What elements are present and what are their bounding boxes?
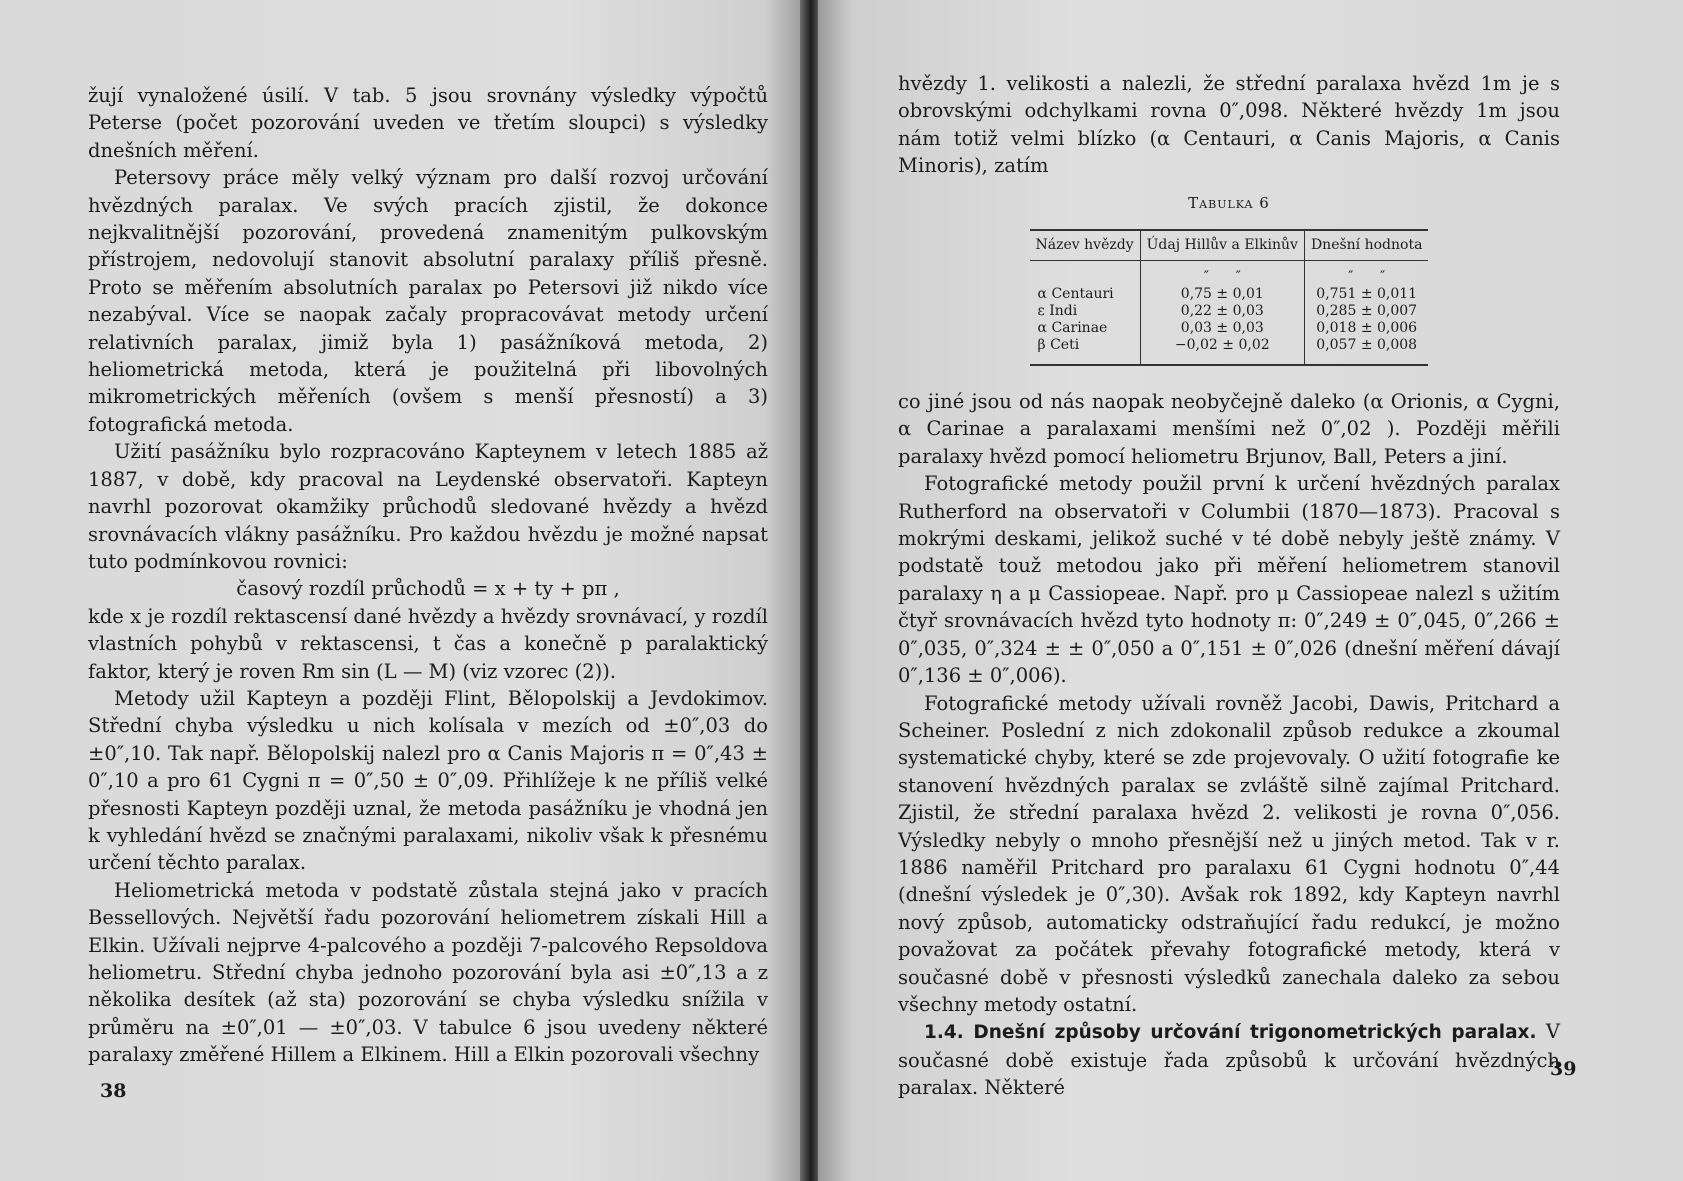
paragraph: kde x je rozdíl rektascensí dané hvězdy a hvězdy srovnávací, y rozdíl vlastních pohybů v rektascensi, t čas a konečně p paralaktický faktor, který je roven Rm sin (L — M) (viz vzorec (2)). xyxy=(88,604,768,683)
table-header-cell: Dnešní hodnota xyxy=(1304,230,1428,261)
table-cell: α Centauri xyxy=(1030,286,1141,303)
formula: časový rozdíl průchodů = x + ty + pπ , xyxy=(236,577,620,601)
section-paragraph xyxy=(898,1018,1560,1101)
table-header-cell: Název hvězdy xyxy=(1030,230,1141,261)
table-row xyxy=(1030,303,1429,320)
section-text: V současné době existuje řada způsobů k určování hvězdných paralax. Některé xyxy=(898,1020,1560,1100)
table-6 xyxy=(1030,229,1429,366)
right-page-text xyxy=(898,70,1560,1102)
paragraph: Užití pasážníku bylo rozpracováno Kapteynem v letech 1885 až 1887, v době, kdy pracoval na Leydenské observatoři. Kapteyn navrhl pozorovat okamžiky průchodů sledované hvězdy a hvězd srovnávacích vlákny pasážníku. Pro každou hvězdu je možné napsat tuto podmínkovou rovnici: xyxy=(88,440,768,573)
paragraph: Fotografické metody užívali rovněž Jacobi, Dawis, Pritchard a Scheiner. Poslední z nich zdokonalil způsob redukce a zkoumal systematické chyby, které se zde projevovaly. O užití fotografie ke stanovení hvězdných paralax se zvláště silně zajímal Pritchard. Zjistil, že střední paralaxa hvězd 2. velikosti je rovna 0″,056. Výsledky nebyly o mnoho přesnější než u jiných metod. Tak v r. 1886 naměřil Pritchard pro paralaxu 61 Cygni hodnotu 0″,44 (dnešní výsledek je 0″,30). Avšak rok 1892, kdy Kapteyn navrhl nový způsob, automaticky odstraňující řadu redukcí, je možno považovat za počátek převahy fotografické metody, která v současné době v přesnosti výsledků zanechala daleko za sebou všechny metody ostatní. xyxy=(898,691,1560,1016)
page-number-right: 39 xyxy=(1550,1058,1577,1080)
section-title: 1.4. Dnešní způsoby určování trigonometrických paralax. xyxy=(924,1022,1537,1044)
table-cell: α Carinae xyxy=(1030,320,1141,337)
left-page xyxy=(0,0,805,1181)
table-header-cell: Údaj Hillův a Elkinův xyxy=(1140,230,1304,261)
page-number-left: 38 xyxy=(100,1080,127,1102)
paragraph: hvězdy 1. velikosti a nalezli, že střední paralaxa hvězd 1m je s obrovskými odchylkami rovna 0″,098. Některé hvězdy 1m jsou nám totiž velmi blízko (α Centauri, α Canis Majoris, α Canis Minoris), zatím xyxy=(898,72,1560,178)
table-row xyxy=(1030,320,1429,337)
table-cell: −0,02 ± 0,02 xyxy=(1140,337,1304,365)
paragraph: žují vynaložené úsilí. V tab. 5 jsou srovnány výsledky výpočtů Peterse (počet pozorování uveden ve třetím sloupci) s výsledky dnešních měření. xyxy=(88,84,768,162)
table-cell: ε Indi xyxy=(1030,303,1141,320)
table-header-row xyxy=(1030,230,1429,261)
table-cell: 0,018 ± 0,006 xyxy=(1316,320,1418,337)
left-page-text xyxy=(88,82,768,1069)
table-cell: ″ ″ xyxy=(1348,269,1386,286)
table-cell: β Ceti xyxy=(1030,337,1141,365)
paragraph: Fotografické metody použil první k určení hvězdných paralax Rutherford na observatoři v Columbii (1870—1873). Pracoval s mokrými deskami, jelikož suché v té době nebyly ještě známy. V podstatě touž metodou jako při měření heliometrem stanovil paralaxy η a μ Cassiopeae. Např. pro μ Cassiopeae nalezl s užitím čtyř srovnávacích hvězd tyto hodnoty π: 0″,249 ± 0″,045, 0″,266 ± 0″,035, 0″,324 ± ± 0″,050 a 0″,151 ± 0″,026 (dnešní měření dávají 0″,136 ± 0″,006). xyxy=(898,472,1560,688)
table-cell xyxy=(1030,261,1141,287)
table-cell: 0,057 ± 0,008 xyxy=(1316,337,1418,354)
right-page xyxy=(818,0,1683,1181)
table-cell: 0,285 ± 0,007 xyxy=(1316,303,1418,320)
paragraph: Petersovy práce měly velký význam pro další rozvoj určování hvězdných paralax. Ve svých pracích zjistil, že dokonce nejkvalitnější pozorování, provedená znamenitým pulkovským přístrojem, nedovolují stanovit absolutní paralaxy příliš přesně. Proto se měřením absolutních paralax po Petersovi již nikdo více nezabýval. Více se naopak začaly propracovávat metody určení relativních paralax, jimiž byla 1) pasážníková metoda, 2) heliometrická metoda, která je použitelná při libovolných mikrometrických měřeních (ovšem s menší přesností) a 3) fotografická metoda. xyxy=(88,166,768,436)
table-caption: Tabulka 6 xyxy=(1188,193,1270,212)
table-row xyxy=(1030,337,1429,365)
table-cell: 0,22 ± 0,03 xyxy=(1140,303,1304,320)
paragraph: co jiné jsou od nás naopak neobyčejně daleko (α Orionis, α Cygni, α Carinae a paralaxami menšími než 0″,02 ). Později měřili paralaxy hvězd pomocí heliometru Brjunov, Ball, Peters a jiní. xyxy=(898,390,1560,468)
table-cell: ″ ″ xyxy=(1140,261,1304,287)
table-cell: 0,75 ± 0,01 xyxy=(1140,286,1304,303)
table-row xyxy=(1030,286,1429,303)
paragraph: Heliometrická metoda v podstatě zůstala stejná jako v pracích Bessellových. Největší řadu pozorování heliometrem získali Hill a Elkin. Užívali nejprve 4-palcového a později 7-palcového Repsoldova heliometru. Střední chyba jednoho pozorování byla asi ±0″,13 a z několika desítek (až sta) pozorování se chyba výsledku snížila v průměru na ±0″,01 — ±0″,03. V tabulce 6 jsou uvedeny některé paralaxy změřené Hillem a Elkinem. Hill a Elkin pozorovali všechny xyxy=(88,878,768,1067)
table-units-row xyxy=(1030,261,1429,287)
table-cell: 0,751 ± 0,011 xyxy=(1316,286,1418,303)
paragraph: Metody užil Kapteyn a později Flint, Bělopolskij a Jevdokimov. Střední chyba výsledku u nich kolísala v mezích od ±0″,03 do ±0″,10. Tak např. Bělopolskij nalezl pro α Canis Majoris π = 0″,43 ± 0″,10 a pro 61 Cygni π = 0″,50 ± 0″,09. Přihlížeje k ne příliš velké přesnosti Kapteyn později uznal, že metoda pasážníku je vhodná jen k vyhledání hvězd se značnými paralaxami, nikoliv však k přesnému určení těchto paralax. xyxy=(88,686,768,875)
table-cell: 0,03 ± 0,03 xyxy=(1140,320,1304,337)
